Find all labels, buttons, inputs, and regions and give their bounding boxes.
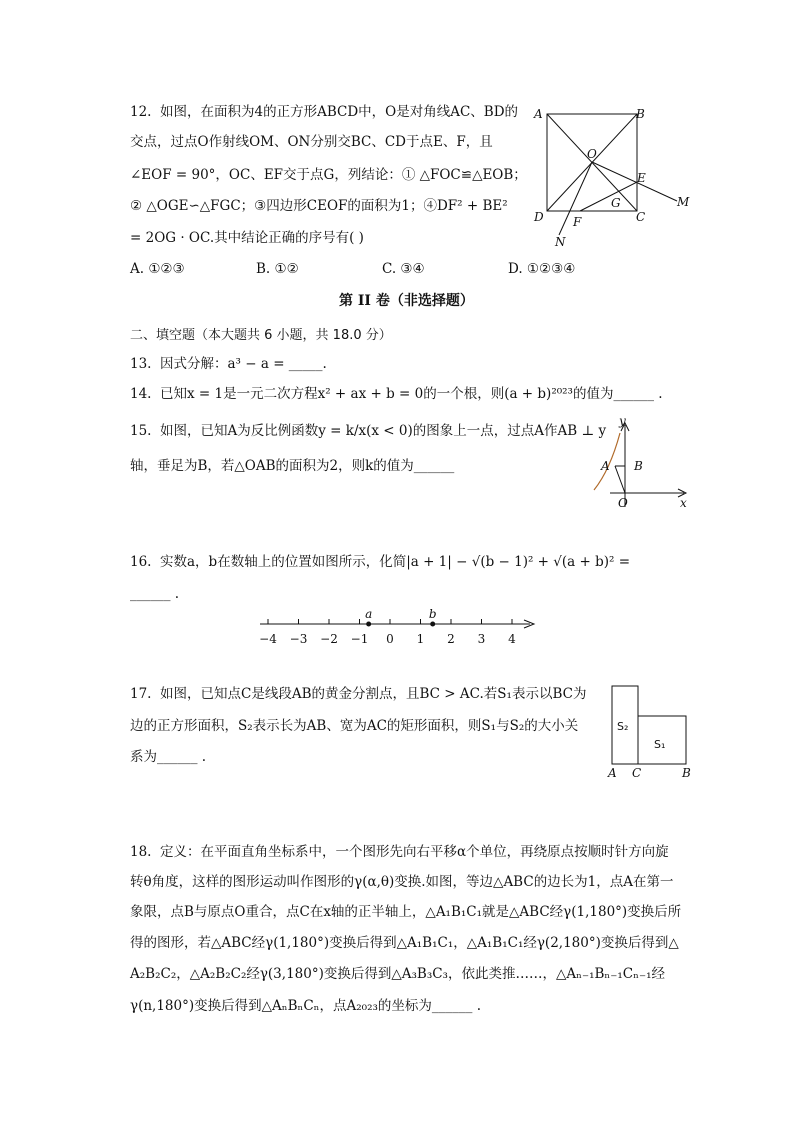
- point-b-label: b: [428, 607, 437, 621]
- ray-om: [592, 162, 677, 201]
- q17-line-2: 边的正方形面积，S₂表示长为AB、宽为AC的矩形面积，则S₁与S₂的大小关: [130, 718, 579, 734]
- fig15-label-b: B: [634, 459, 643, 473]
- q15-hyperbola-figure: [590, 415, 695, 515]
- tick-label: −1: [350, 632, 369, 646]
- q16-line-1: 实数a，b在数轴上的位置如图所示，化简|a + 1| − √(b − 1)² + √(a + b)² =: [160, 554, 631, 570]
- q13-number: 13.: [130, 356, 152, 372]
- fig12-label-f: F: [573, 215, 582, 229]
- fig17-label-b: B: [682, 766, 691, 780]
- q15-line-2: 轴，垂足为B，若△OAB的面积为2，则k的值为______: [130, 458, 455, 474]
- tick-label: −3: [289, 632, 308, 646]
- q12-option-b[interactable]: B. ①②: [256, 261, 299, 277]
- q12-number: 12.: [130, 104, 152, 120]
- fig17-label-s1: S₁: [654, 738, 666, 751]
- q18-line-1: 定义：在平面直角坐标系中，一个图形先向右平移α个单位，再绕原点按顺时针方向旋: [160, 844, 669, 860]
- fig12-label-m: M: [677, 195, 690, 209]
- fig17-label-a: A: [608, 766, 617, 780]
- q12-square-figure: [525, 100, 700, 250]
- fig12-label-d: D: [534, 210, 544, 224]
- q12-line-1: 如图，在面积为4的正方形ABCD中，O是对角线AC、BD的: [160, 104, 519, 120]
- q13-text: 因式分解：a³ − a = _____.: [160, 356, 327, 372]
- q15-number: 15.: [130, 423, 152, 439]
- fig12-label-n: N: [555, 235, 566, 249]
- q12-line-2: 交点，过点O作射线OM、ON分别交BC、CD于点E、F，且: [130, 134, 493, 150]
- q17-line-1: 如图，已知点C是线段AB的黄金分割点，且BC > AC.若S₁表示以BC为: [160, 686, 587, 702]
- q18-line-6: γ(n,180°)变换后得到△AₙBₙCₙ，点A₂₀₂₃的坐标为______ .: [130, 998, 481, 1014]
- tick-label: 2: [447, 632, 455, 646]
- q17-line-3: 系为______ .: [130, 749, 207, 765]
- q17-number: 17.: [130, 686, 152, 702]
- fig17-label-c: C: [632, 766, 642, 780]
- segment-oa: [615, 466, 625, 493]
- point-b: [430, 622, 435, 627]
- q12-line-5: = 2OG · OC.其中结论正确的序号有( ): [130, 230, 364, 246]
- q12-line-3: ∠EOF = 90°，OC、EF交于点G，列结论：① △FOC≌△EOB；: [130, 167, 527, 183]
- q12-option-d[interactable]: D. ①②③④: [508, 261, 576, 277]
- fig17-label-s2: S₂: [617, 720, 629, 733]
- tick-label: 4: [508, 632, 516, 646]
- fig15-label-x: x: [680, 496, 687, 510]
- q18-line-5: A₂B₂C₂，△A₂B₂C₂经γ(3,180°)变换后得到△A₃B₃C₃，依此类推……，△Aₙ₋₁Bₙ₋₁Cₙ₋₁经: [130, 966, 665, 982]
- q18-number: 18.: [130, 844, 152, 860]
- section-2-header: 二、填空题（本大题共 6 小题，共 18.0 分）: [130, 328, 392, 343]
- q14-text: 已知x = 1是一元二次方程x² + ax + b = 0的一个根，则(a + b)²⁰²³的值为______ .: [160, 386, 663, 402]
- q18-line-4: 得的图形，若△ABC经γ(1,180°)变换后得到△A₁B₁C₁，△A₁B₁C₁经γ(2,180°)变换后得到△: [130, 935, 679, 951]
- q12-line-4: ② △OGE∽△FGC；③四边形CEOF的面积为1；④DF² + BE²: [130, 198, 508, 214]
- q15-line-1: 如图，已知A为反比例函数y = k/x(x < 0)的图象上一点，过点A作AB ⊥ y: [160, 423, 607, 439]
- fig12-label-b: B: [636, 107, 645, 121]
- tick-label: 1: [416, 632, 425, 646]
- q16-line-2: ______ .: [130, 586, 180, 602]
- fig12-label-a: A: [534, 107, 543, 121]
- segment-ef: [580, 182, 637, 211]
- q12-option-c[interactable]: C. ③④: [382, 261, 425, 277]
- q16-number-line: [250, 600, 550, 655]
- point-a: [366, 622, 371, 627]
- tick-label: −4: [259, 632, 277, 646]
- tick-label: −2: [320, 632, 338, 646]
- tick-label: 3: [477, 632, 486, 646]
- q16-number: 16.: [130, 554, 152, 570]
- fig12-label-e: E: [637, 171, 646, 185]
- fig12-label-g: G: [611, 196, 621, 210]
- point-a-label: a: [365, 607, 373, 621]
- fig12-label-o: O: [587, 147, 597, 161]
- q18-line-3: 象限，点B与原点O重合，点C在x轴的正半轴上，△A₁B₁C₁就是△ABC经γ(1,180°)变换后所: [130, 904, 682, 920]
- fig15-label-y: y: [619, 415, 626, 428]
- q18-line-2: 转θ角度，这样的图形运动叫作图形的γ(α,θ)变换.如图，等边△ABC的边长为1，点A在第一: [130, 874, 674, 890]
- fig12-label-c: C: [636, 210, 646, 224]
- tick-label: 0: [386, 632, 394, 646]
- fig15-label-o: O: [618, 496, 628, 510]
- q12-option-a[interactable]: A. ①②③: [130, 261, 185, 277]
- fig15-label-a: A: [601, 459, 610, 473]
- part-2-title: 第 II 卷（非选择题）: [339, 293, 474, 309]
- q14-number: 14.: [130, 386, 152, 402]
- q17-golden-figure: [600, 680, 700, 780]
